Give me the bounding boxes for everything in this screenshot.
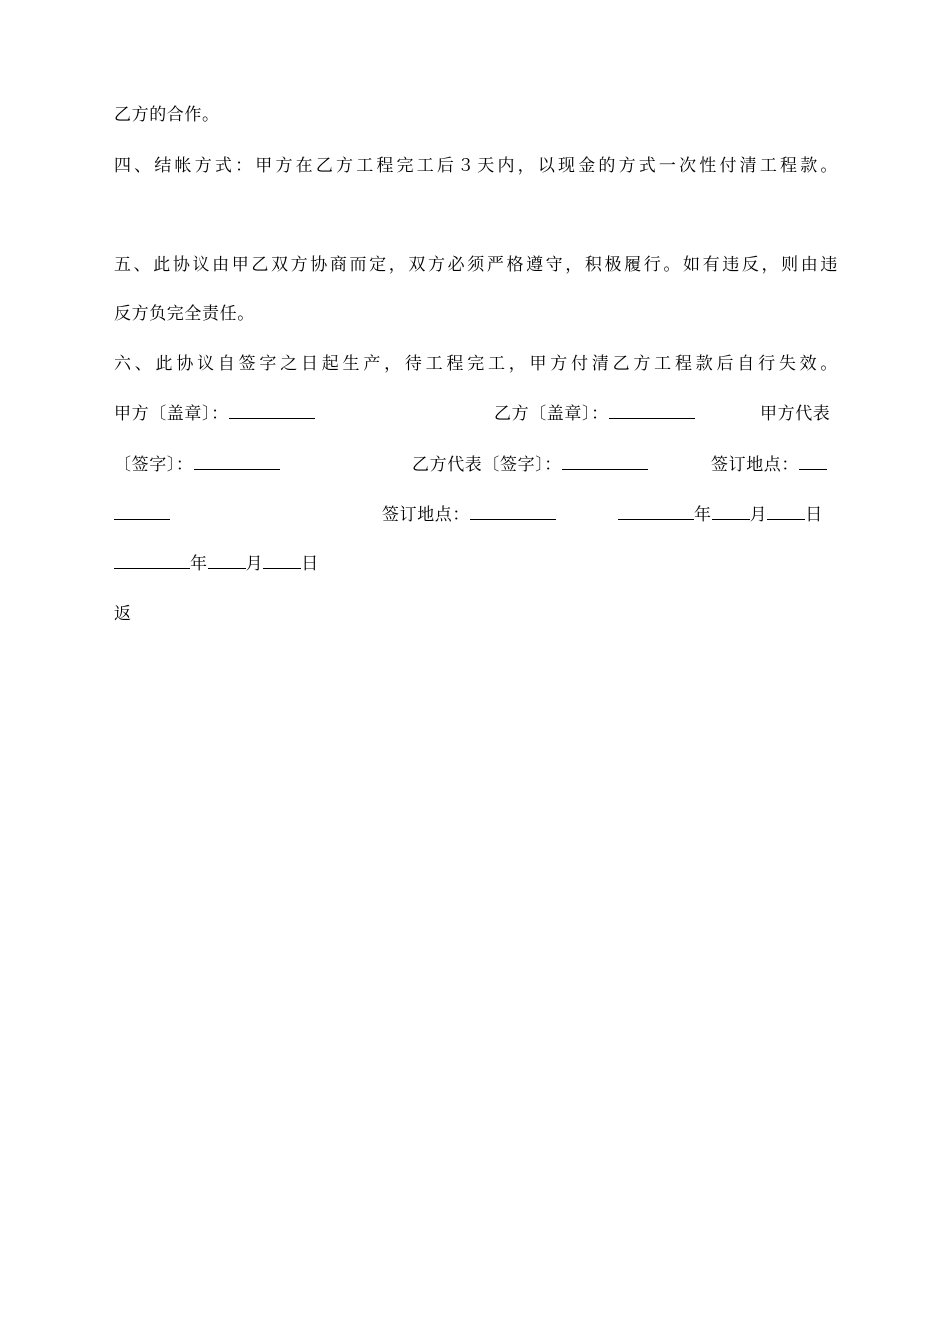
date-b-month-label: 月 xyxy=(245,554,264,574)
party-b-rep-field xyxy=(412,453,648,477)
sign-place-b-label: 签订地点： xyxy=(382,505,470,525)
party-a-rep-label-end: 〔签字〕： xyxy=(114,455,194,475)
date-a-year-blank xyxy=(618,503,694,520)
clause-6-validity: 六、此协议自签字之日起生产，待工程完工，甲方付清乙方工程款后自行失效。 xyxy=(114,354,838,374)
date-a-month-blank xyxy=(712,503,750,520)
sign-place-b-blank xyxy=(470,503,556,520)
party-a-rep-field xyxy=(114,453,280,477)
date-a-day-label: 日 xyxy=(805,505,823,525)
date-a-month-label: 月 xyxy=(749,505,768,525)
party-b-seal-label: 乙方〔盖章〕： xyxy=(494,404,609,424)
sign-place-a-label: 签订地点： xyxy=(711,455,799,475)
sign-place-a-blank-end xyxy=(114,503,170,520)
party-a-rep-blank xyxy=(194,453,280,470)
date-b-field xyxy=(114,552,319,576)
sign-place-b-field xyxy=(382,503,556,527)
date-b-day-label: 日 xyxy=(301,554,319,574)
sign-place-a-field xyxy=(711,453,827,477)
sign-place-a-blank-continued xyxy=(114,503,170,527)
trailing-text: 返 xyxy=(114,604,132,624)
party-b-seal-field xyxy=(494,402,695,426)
clause-4-settlement: 四、结帐方式：甲方在乙方工程完工后３天内，以现金的方式一次性付清工程款。 xyxy=(114,156,838,176)
party-b-rep-blank xyxy=(562,453,648,470)
date-a-year-label: 年 xyxy=(694,505,712,525)
clause-5-line-2: 反方负完全责任。 xyxy=(114,304,255,324)
date-a-day-blank xyxy=(767,503,805,520)
party-b-rep-label: 乙方代表〔签字〕： xyxy=(412,455,562,475)
date-a-field xyxy=(618,503,823,527)
date-b-month-blank xyxy=(208,552,246,569)
date-b-year-blank xyxy=(114,552,190,569)
party-a-seal-field xyxy=(114,402,315,426)
party-a-rep-label-start: 甲方代表 xyxy=(760,404,831,424)
date-b-day-blank xyxy=(263,552,301,569)
sign-place-a-blank-start xyxy=(799,453,827,470)
party-a-seal-blank xyxy=(229,402,315,419)
paragraph-continuation: 乙方的合作。 xyxy=(114,105,220,125)
party-a-seal-label: 甲方〔盖章〕： xyxy=(114,404,229,424)
date-b-year-label: 年 xyxy=(190,554,208,574)
clause-5-line-1: 五、此协议由甲乙双方协商而定，双方必须严格遵守，积极履行。如有违反，则由违 xyxy=(114,255,838,275)
party-b-seal-blank xyxy=(609,402,695,419)
